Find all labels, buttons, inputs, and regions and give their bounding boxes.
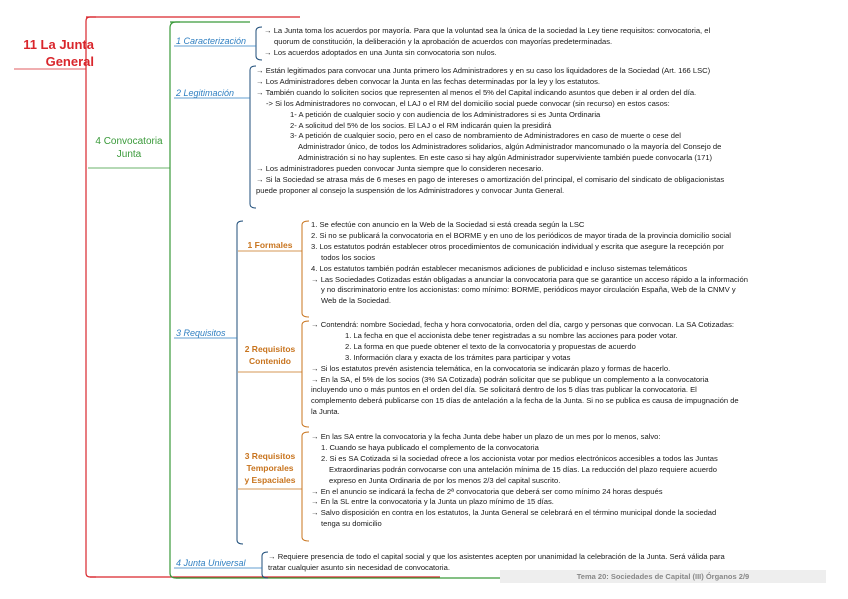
branch-title-line1: 4 Convocatoria bbox=[95, 136, 163, 147]
text-line: 3. Los estatutos podrán establecer otros procedimientos de comunicación individual y escrita que asegure la recepción por bbox=[311, 241, 724, 251]
text-line: 4. Los estatutos también podrán establecer mecanismos adiciones de publicidad e incluso sistemas telemáticos bbox=[311, 263, 688, 273]
text-line: Administrador único, de todos los Administradores solidarios, algún Administrador mancomunado o la mayoría del Consejo de bbox=[298, 142, 722, 152]
text-line: tratar cualquier asunto sin necesidad de convocatoria. bbox=[268, 562, 450, 572]
text-line: 2. Si no se publicará la convocatoria en el BORME y en uno de los periódicos de mayor tirada de la provincia domicilio social bbox=[311, 230, 731, 240]
text-line: 1. Cuando se haya publicado el complemento de la convocatoria bbox=[321, 442, 539, 452]
text-line: 1. Se efectúe con anuncio en la Web de la Sociedad si está creada según la LSC bbox=[311, 220, 585, 229]
legitimacion-text bbox=[256, 66, 724, 197]
text-line: → En la SA, el 5% de los socios (3% SA Cotizada) podrán solicitar que se publique un complemento a la convocatoria bbox=[311, 374, 709, 384]
root-node bbox=[14, 36, 94, 70]
subsection-title-contenido bbox=[238, 343, 302, 367]
text-line: quorum de constitución, la deliberación y la aprobación de acuerdos con mayorías predeterminadas. bbox=[274, 36, 613, 46]
text-line: → Las Sociedades Cotizadas están obligadas a anunciar la convocatoria para que se garantice un acceso rápido a la información bbox=[311, 274, 748, 284]
text-line: → Los acuerdos adoptados en una Junta sin convocatoria son nulos. bbox=[264, 47, 497, 57]
branch-node-convocatoria bbox=[88, 135, 170, 161]
text-line: 1. La fecha en que el accionista debe tener registradas a su nombre las acciones para poder votar. bbox=[345, 330, 678, 340]
text-line: 3. Información clara y exacta de los trámites para participar y votas bbox=[345, 352, 571, 362]
text-line: 2. La forma en que puede obtener el texto de la convocatoria y propuestas de acuerdo bbox=[345, 341, 636, 351]
subsection-title-temporales bbox=[238, 450, 302, 486]
text-line: → Si la Sociedad se atrasa más de 6 meses en pago de intereses o amortización del principal, el comisario del sindicato de obligacionistas bbox=[256, 175, 725, 185]
text-line: 2. Si es SA Cotizada si la sociedad ofrece a los accionista votar por medios electrónicos accesibles a todos las Juntas bbox=[321, 453, 718, 463]
formales-text bbox=[311, 220, 748, 307]
text-line: -> Si los Administradores no convocan, el LAJ o el RM del domicilio social puede convocar (sin recurso) en estos casos: bbox=[266, 98, 670, 108]
text-line: complemento deberá publicarse con 15 días de antelación a la fecha de la Junta. Si no se publica es causa de impugnación de bbox=[311, 396, 739, 406]
text-line: → Están legitimados para convocar una Junta primero los Administradores y en su caso los liquidadores de la Sociedad (Art. 166 LSC) bbox=[256, 66, 711, 75]
text-line: → Requiere presencia de todo el capital social y que los asistentes acepten por unanimidad la celebración de la Junta. Será válida para bbox=[268, 552, 725, 561]
contenido-title-line2: Contenido bbox=[248, 356, 292, 366]
text-line: → La Junta toma los acuerdos por mayoría. Para que la voluntad sea la única de la sociedad la Ley tiene requisitos: convocatoria, el bbox=[264, 26, 711, 35]
text-line: → En las SA entre la convocatoria y la fecha Junta debe haber un plazo de un mes por lo menos, salvo: bbox=[311, 432, 661, 441]
text-line: incluyendo uno o más puntos en el orden del día. Se solicitará dentro de los 5 días tras publicar la convocatoria. El bbox=[311, 385, 697, 395]
text-line: 3- A petición de cualquier socio, pero en el caso de nombramiento de Administradores en caso de muerte o cese del bbox=[290, 131, 681, 141]
text-line: puede proponer al consejo la suspensión de los Administradores y convocar Junta General. bbox=[256, 185, 565, 195]
text-line: todos los socios bbox=[321, 252, 376, 262]
section-title-legitimacion: 2 Legitimación bbox=[176, 88, 235, 98]
text-line: la Junta. bbox=[311, 407, 340, 417]
page-footer: Tema 20: Sociedades de Capital (III) Órganos 2/9 bbox=[500, 570, 826, 583]
contenido-title-line1: 2 Requisitos bbox=[244, 344, 296, 354]
branch-title-line2: Junta bbox=[116, 149, 142, 160]
text-line: Web de la Sociedad. bbox=[321, 296, 391, 306]
text-line: Extraordinarias podrán convocarse con una antelación mínima de 15 días. La reducción del plazo requiere acuerdo bbox=[329, 464, 717, 474]
text-line: → En el anuncio se indicará la fecha de 2ª convocatoria que deberá ser como mínimo 24 horas después bbox=[311, 486, 663, 496]
temporales-title-line1: 3 Requisitos bbox=[244, 451, 296, 461]
section-title-universal: 4 Junta Universal bbox=[176, 558, 246, 568]
temporales-text bbox=[311, 432, 718, 530]
text-line: → En la SL entre la convocatoria y la Junta un plazo mínimo de 15 días. bbox=[311, 497, 554, 507]
text-line: Administración si no hay suplentes. En este caso si hay algún Administrador superviviente también puede convocarla (171) bbox=[298, 153, 713, 163]
text-line: tenga su domicilio bbox=[321, 519, 382, 529]
text-line: y no discriminatorio entre los accionistas: como mínimo: BORME, periódicos mayor circulación España, Web de la CNMV y bbox=[321, 285, 736, 295]
text-line: → Salvo disposición en contra en los estatutos, la Junta General se celebrará en el término municipal donde la sociedad bbox=[311, 508, 717, 518]
root-title-line2: General bbox=[45, 54, 94, 69]
text-line: → También cuando lo soliciten socios que representen al menos el 5% del Capital indicando asuntos que deben ir al orden del día. bbox=[256, 87, 697, 97]
text-line: → Los administradores pueden convocar Junta siempre que lo consideren necesario. bbox=[256, 164, 544, 174]
text-line: expreso en Junta Ordinaria de por los menos 2/3 del capital suscrito. bbox=[329, 475, 561, 485]
section-title-requisitos: 3 Requisitos bbox=[176, 328, 226, 338]
text-line: → Los Administradores deben convocar la Junta en las fechas determinadas por la ley y los estatutos. bbox=[256, 76, 601, 86]
text-line: 1- A petición de cualquier socio y con audiencia de los Administradores si es Junta Ordinaria bbox=[290, 109, 601, 119]
text-line: → Si los estatutos prevén asistencia telemática, en la convocatoria se indicarán plazo y formas de hacerlo. bbox=[311, 363, 671, 373]
temporales-title-line3: y Espaciales bbox=[244, 475, 296, 485]
section-title-caracterizacion: 1 Caracterización bbox=[176, 36, 247, 46]
subsection-title-formales: 1 Formales bbox=[247, 240, 293, 250]
root-title-line1: 11 La Junta bbox=[23, 37, 94, 52]
contenido-text bbox=[311, 320, 739, 418]
caracterizacion-text bbox=[264, 26, 710, 59]
text-line: 2- A solicitud del 5% de los socios. El LAJ o el RM indicarán quien la presidirá bbox=[290, 120, 552, 130]
text-line: → Contendrá: nombre Sociedad, fecha y hora convocatoria, orden del día, cargo y personas que convocan. La SA Cotizadas: bbox=[311, 320, 734, 329]
temporales-title-line2: Temporales bbox=[246, 463, 294, 473]
